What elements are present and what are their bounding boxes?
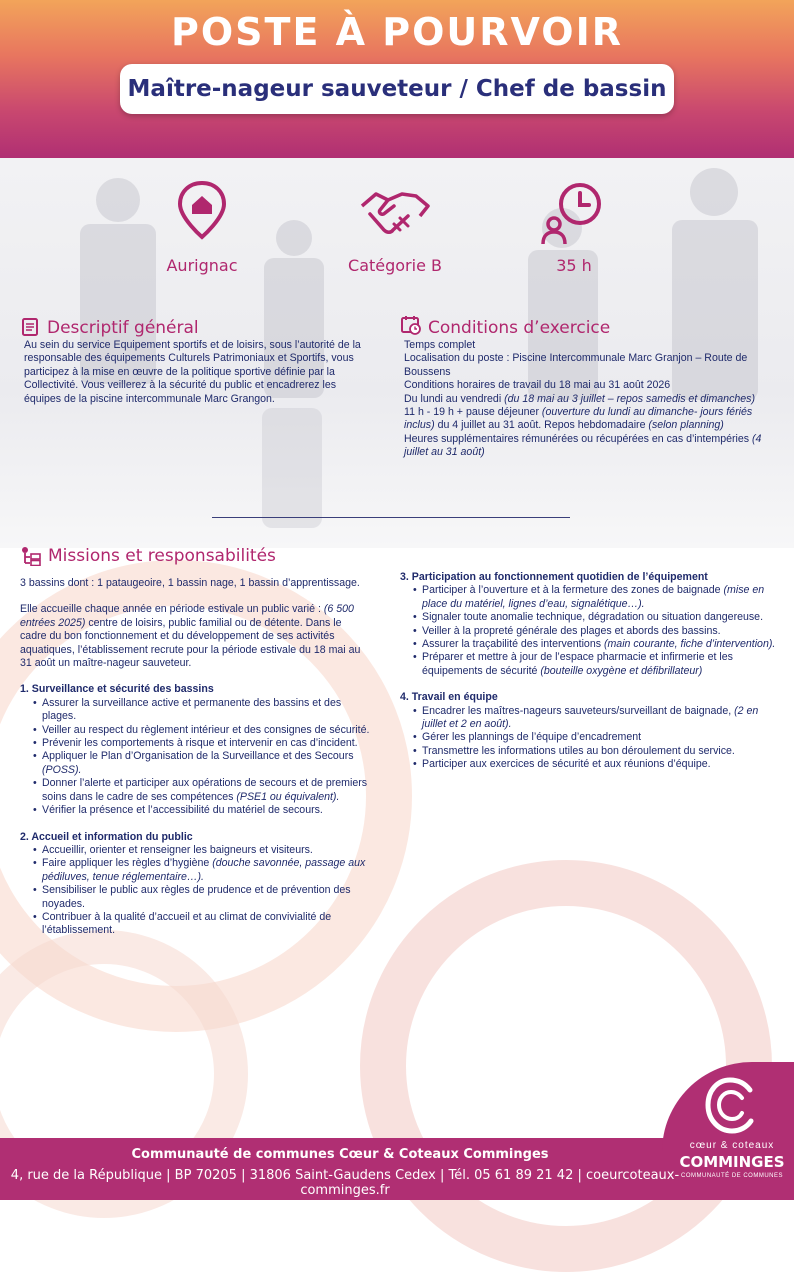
- work-days-note: (du 18 mai au 3 juillet – repos samedis et dimanches): [504, 392, 755, 405]
- section-divider: [212, 517, 570, 518]
- list-item: • Veiller au respect du règlement intérieur et des consignes de sécurité.: [42, 724, 370, 737]
- list-item-text: Faire appliquer les règles d’hygiène: [42, 857, 213, 870]
- missions-intro-pools: 3 bassins dont : 1 pataugeoire, 1 bassin nage, 1 bassin d’apprentissage.: [20, 577, 360, 589]
- list-item-text: Participer à l’ouverture et à la fermeture des zones de baignade: [422, 584, 724, 597]
- descriptif-text: Au sein du service Equipement sportifs et de loisirs, sous l’autorité de la responsable des équipements Culturels Patrimoniaux et Sportifs, vous participez à la mise en œuvre de la politique sportive définie par la Collectivité. Vous veillerez à la sécurité du public et encadrerez les équipes de la piscine intercommunale Marc Grangon.: [24, 339, 361, 405]
- mission-list-accueil: [20, 844, 370, 938]
- list-item-note: (POSS).: [42, 763, 82, 776]
- list-item-text: Assurer la traçabilité des interventions: [422, 638, 604, 651]
- list-item: [42, 777, 370, 804]
- list-item: • Participer aux exercices de sécurité et aux réunions d’équipe.: [422, 758, 776, 771]
- list-item: • Prévenir les comportements à risque et intervenir en cas d’incident.: [42, 737, 370, 750]
- list-item: [42, 857, 370, 884]
- work-hours-text: 11 h - 19 h + pause déjeuner: [404, 406, 542, 419]
- mission-list-fonctionnement: [400, 584, 776, 678]
- list-item-note: (mise en place du matériel, lignes d’eau, signalétique…).: [422, 584, 765, 610]
- list-item: • Assurer la surveillance active et permanente des bassins et des plages.: [42, 697, 370, 724]
- list-item: [422, 651, 776, 678]
- missions-title: Missions et responsabilités: [48, 546, 276, 566]
- intro-public-count: (6 500 entrées 2025): [20, 603, 354, 629]
- job-title: Maître-nageur sauveteur / Chef de bassin: [120, 64, 674, 114]
- mission-list-equipe: [400, 705, 776, 772]
- page-title: POSTE À POURVOIR: [171, 10, 623, 54]
- logo-text-top: cœur & coteaux: [689, 1140, 775, 1151]
- mission-section-title: 4. Travail en équipe: [400, 691, 498, 704]
- missions-right-column: [400, 571, 776, 772]
- list-item-text: Encadrer les maîtres-nageurs sauveteurs/surveillant de baignade,: [422, 704, 735, 717]
- list-item: [42, 750, 370, 777]
- work-location: Localisation du poste : Piscine Intercommunale Marc Granjon – Route de Boussens: [404, 352, 748, 378]
- list-item-note: (main courante, fiche d’intervention).: [603, 638, 776, 651]
- list-item: • Contribuer à la qualité d’accueil et au climat de convivialité de l’établissement.: [42, 911, 370, 938]
- list-item: [422, 584, 776, 611]
- conditions-title: Conditions d’exercice: [428, 318, 611, 338]
- list-item-text: Appliquer le Plan d’Organisation de la Surveillance et des Secours: [42, 750, 354, 763]
- handshake-icon: [358, 186, 432, 242]
- category-label: Catégorie B: [348, 256, 442, 275]
- work-hours-planning: (selon planning): [648, 419, 724, 432]
- calendar-clock-icon: [400, 314, 422, 336]
- list-item-note: (2 en juillet et 2 en août).: [422, 704, 759, 731]
- list-item-text: Donner l’alerte et participer aux opérations de secours et de premiers soins dans le cadre de ses compétences: [42, 777, 368, 803]
- list-item-note: (PSE1 ou équivalent).: [236, 790, 340, 803]
- work-hours: [404, 406, 776, 433]
- mission-section-title: 2. Accueil et information du public: [20, 830, 193, 843]
- person-silhouette: [262, 408, 322, 528]
- overtime: [404, 433, 776, 460]
- location-pin-icon: [176, 180, 228, 240]
- person-silhouette-head: [276, 220, 312, 256]
- location-label: Aurignac: [166, 256, 238, 275]
- list-item: • Vérifier la présence et l’accessibilité du matériel de secours.: [42, 804, 370, 817]
- work-schedule: Conditions horaires de travail du 18 mai au 31 août 2026: [404, 379, 671, 392]
- work-days-text: Du lundi au vendredi: [404, 392, 505, 405]
- intro-public-text: Elle accueille chaque année en période estivale un public varié :: [20, 603, 324, 616]
- intro-public-rest: centre de loisirs, public familial ou de détente. Dans le cadre du bon fonctionnement et du développement de ses activités aquatiques, l’établissement recrute pour la période estivale du 18 mai au 31 août un maître-nageur sauveteur.: [20, 616, 361, 670]
- overtime-text: Heures supplémentaires rémunérées ou récupérées en cas d’intempéries: [404, 432, 753, 445]
- work-hours-period: du 4 juillet au 31 août. Repos hebdomadaire: [434, 419, 649, 432]
- list-item: • Transmettre les informations utiles au bon déroulement du service.: [422, 745, 776, 758]
- overtime-note: (4 juillet au 31 août): [404, 432, 762, 459]
- list-item: [422, 705, 776, 732]
- missions-intro-public: [20, 603, 370, 670]
- list-item-text: Préparer et mettre à jour de l’espace pharmacie et infirmerie et les équipements de sécurité: [422, 651, 733, 677]
- mission-section-title: 1. Surveillance et sécurité des bassins: [20, 683, 214, 696]
- conditions-text: [404, 339, 776, 460]
- work-hours-note: (ouverture du lundi au dimanche- jours fériés inclus): [404, 406, 753, 432]
- logo-text-bottom: COMMUNAUTÉ DE COMMUNES: [681, 1173, 783, 1179]
- document-icon: [20, 317, 40, 337]
- person-silhouette-head: [96, 178, 140, 222]
- list-item: [422, 638, 776, 651]
- list-item: • Gérer les plannings de l’équipe d’encadrement: [422, 731, 776, 744]
- hours-label: 35 h: [556, 256, 592, 275]
- logo-text-main: COMMINGES: [679, 1153, 785, 1171]
- mission-section-title: 3. Participation au fonctionnement quotidien de l’équipement: [400, 571, 708, 583]
- descriptif-title: Descriptif général: [47, 318, 199, 338]
- footer-contact: 4, rue de la République | BP 70205 | 31806 Saint-Gaudens Cedex | Tél. 05 61 89 21 42 | coeurcoteaux-comminges.fr: [10, 1168, 680, 1198]
- mission-list-surveillance: [20, 697, 370, 818]
- missions-left-column: [20, 577, 370, 938]
- list-item: • Sensibiliser le public aux règles de prudence et de prévention des noyades.: [42, 884, 370, 911]
- list-item: • Veiller à la propreté générale des plages et abords des bassins.: [422, 625, 776, 638]
- list-item: • Signaler toute anomalie technique, dégradation ou situation dangereuse.: [422, 611, 776, 624]
- org-chart-icon: [20, 546, 42, 566]
- list-item-note: (douche savonnée, passage aux pédiluves, tenue réglementaire…).: [42, 857, 366, 883]
- logo-swirl-icon: [704, 1076, 760, 1136]
- work-days: [404, 393, 776, 406]
- work-time: Temps complet: [404, 339, 476, 351]
- list-item: • Accueillir, orienter et renseigner les baigneurs et visiteurs.: [42, 844, 370, 857]
- footer-organization: Communauté de communes Cœur & Coteaux Comminges: [131, 1147, 549, 1162]
- background-swirl: [360, 860, 772, 1272]
- person-silhouette-head: [690, 168, 738, 216]
- clock-person-icon: [540, 180, 606, 246]
- list-item-note: (bouteille oxygène et défibrillateur): [540, 664, 703, 677]
